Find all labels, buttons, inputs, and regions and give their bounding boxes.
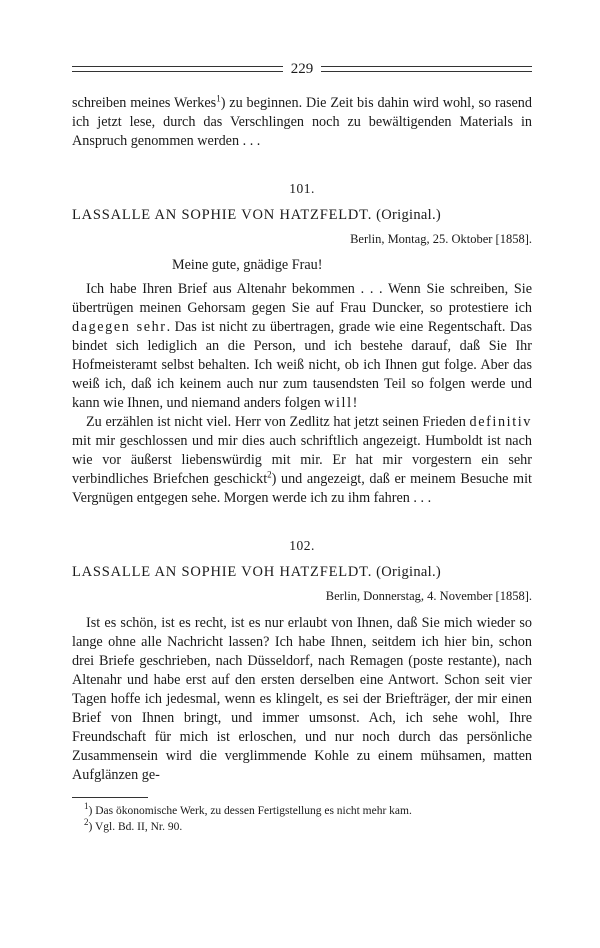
letter-number-101: 101. bbox=[289, 181, 315, 196]
page-number: 229 bbox=[290, 60, 314, 77]
letter-note-102: (Original.) bbox=[376, 564, 442, 580]
l101-p1-a: Ich habe Ihren Brief aus Altenahr bekommen . . . Wenn Sie schreiben, Sie übertrügen meinen Gehorsam gegen Sie auf Frau Duncker, so protestiere ich bbox=[72, 281, 532, 316]
letter-title-101 bbox=[72, 207, 532, 224]
intro-paragraph bbox=[72, 94, 532, 151]
footnote-ref-1: 1 bbox=[216, 93, 221, 104]
footnote-2-text: ) Vgl. Bd. II, Nr. 90. bbox=[88, 821, 183, 833]
letter-dateline-101: Berlin, Montag, 25. Oktober [1858]. bbox=[350, 232, 532, 246]
footnote-ref-2: 2 bbox=[267, 469, 272, 480]
footnote-1-mark: 1 bbox=[84, 801, 89, 812]
letter-salutation-101: Meine gute, gnädige Frau! bbox=[172, 257, 323, 273]
letter-dateline-102: Berlin, Donnerstag, 4. November [1858]. bbox=[325, 589, 532, 603]
book-page bbox=[72, 58, 532, 835]
l101-p1-emphasis-2: will bbox=[324, 395, 353, 411]
letter-101-paragraph-2 bbox=[72, 413, 532, 508]
letter-102-paragraph-1: Ist es schön, ist es recht, ist es nur erlaubt von Ihnen, daß Sie mich wieder so lange ohne alle Nachricht lassen? Ich habe Ihnen, seitdem ich hier bin, schon drei Briefe geschrieben, nach Düsseldorf, nach Remagen (poste restante), nach Altenahr und habe erst auf den ersten derselben eine Antwort. Schon seit vier Tagen hoffe ich jedesmal, wenn es klingelt, es sei der Briefträger, der mir einen Brief von Ihnen bringt, und immer umsonst. Ach, ich sehe wohl, Ihre Freundschaft für mich ist erloschen, und nur noch durch das persönliche Zusammensein wird die verglimmende Kohle zu einem mühsamen, matten Aufglänzen ge- bbox=[72, 615, 532, 783]
letter-title-102-text: LASSALLE AN SOPHIE VOH HATZFELDT. bbox=[72, 564, 373, 580]
letter-title-101-text: LASSALLE AN SOPHIE VON HATZFELDT. bbox=[72, 207, 373, 223]
letter-101-paragraph-1 bbox=[72, 280, 532, 413]
l101-p1-b: . Das ist nicht zu übertragen, grade wie eine Regentschaft. Das bindet sich lediglich an die Person, und ich bestehe darauf, daß Sie Ihr Hofmeisteramt selbst behalten. Ich weiß nicht, ob ich Ihnen gut folge. Aber das weiß ich, daß ich keinem auch nur zum tausendsten Teil so folgen werde und kann wie Ihnen, und niemand anders folgen bbox=[72, 319, 532, 411]
l101-p1-c: ! bbox=[352, 395, 358, 411]
footnote-2-mark: 2 bbox=[84, 817, 89, 828]
page-header bbox=[72, 58, 532, 80]
l101-p2-emphasis: definitiv bbox=[469, 414, 532, 430]
footnote-1 bbox=[84, 803, 532, 819]
l101-p1-emphasis: dagegen sehr bbox=[72, 319, 167, 335]
l101-p2-b: mit mir geschlossen und mir dies auch schriftlich angezeigt. Humboldt ist nach wie vor äußerst liebenswürdig mit mir. Er hat mir vorgestern ein sehr verbindliches Briefchen geschickt bbox=[72, 433, 532, 487]
letter-number-102: 102. bbox=[289, 538, 315, 553]
l101-p2-c: ) und angezeigt, daß er meinem Besuche mit Vergnügen entgegen sehe. Morgen werde ich zu ihm fahren . . . bbox=[72, 471, 532, 506]
footnote-rule bbox=[72, 797, 148, 798]
letter-title-102 bbox=[72, 564, 532, 581]
header-rule-right bbox=[321, 66, 532, 72]
l101-p2-a: Zu erzählen ist nicht viel. Herr von Zedlitz hat jetzt seinen Frieden bbox=[86, 414, 470, 430]
footnote-2 bbox=[84, 819, 532, 835]
header-rule-left bbox=[72, 66, 283, 72]
letter-note-101: (Original.) bbox=[376, 207, 442, 223]
footnote-1-text: ) Das ökonomische Werk, zu dessen Fertigstellung es nicht mehr kam. bbox=[88, 805, 412, 817]
intro-text-a: schreiben meines Werkes bbox=[72, 95, 217, 111]
intro-text-b: ) zu beginnen. Die Zeit bis dahin wird wohl, so rasend ich jetzt lese, durch das Verschlingen noch zu bewältigenden Materials in Anspruch genommen werden . . . bbox=[72, 95, 532, 149]
